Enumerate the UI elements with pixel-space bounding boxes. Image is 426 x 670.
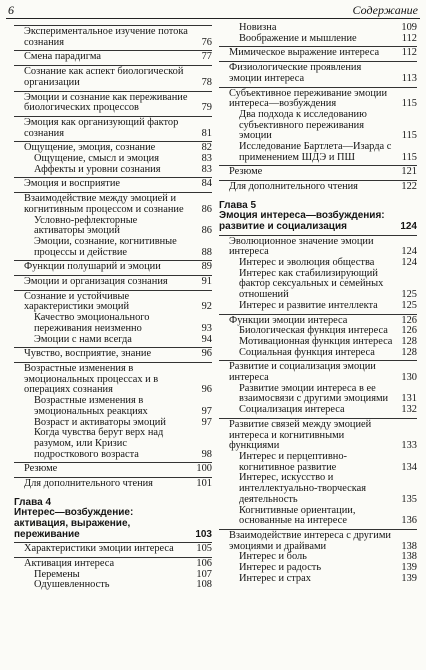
- toc-entry: [14, 557, 212, 570]
- toc-entry-title: Развитие эмоции интереса в ее взаимосвязи с другими эмоциями: [239, 382, 389, 405]
- toc-entry-title: Исследование Бартлета—Изарда с применением ШДЭ и ПШ: [239, 141, 392, 163]
- toc-page-number: 115: [401, 98, 417, 110]
- toc-page-number: 108: [196, 579, 212, 591]
- toc-entry: [219, 574, 417, 585]
- toc-entry-title: Для дополнительного чтения: [24, 478, 153, 490]
- toc-entry-title: Условно-рефлекторные активаторы эмоций: [34, 214, 138, 237]
- toc-page-number: 83: [201, 163, 212, 175]
- toc-page-number: 76: [201, 36, 212, 48]
- toc-page-number: 112: [401, 47, 417, 59]
- toc-page-number: 105: [196, 543, 212, 555]
- toc-page-number: 100: [196, 463, 212, 475]
- toc-entry: [14, 192, 212, 215]
- toc-column-left: [14, 23, 212, 591]
- toc-entry-title: Интерес и эволюция общества: [239, 257, 375, 269]
- toc-page-number: 121: [401, 166, 417, 178]
- toc-entry-title: Эмоция и восприятие: [24, 178, 120, 190]
- toc-entry-title: Интерес, искусство и интеллектуально-творческая деятельность: [239, 472, 366, 505]
- toc-entry: [14, 260, 212, 273]
- toc-page-number: 124: [401, 246, 417, 258]
- toc-entry-title: Возраст и активаторы эмоций: [34, 416, 166, 428]
- toc-entry: [14, 313, 212, 334]
- toc-entry-title: Интерес—возбуждение: активация, выражение, переживание: [14, 507, 134, 540]
- toc-entry-title: Субъективное переживание эмоции интереса—возбуждения: [229, 87, 388, 110]
- toc-entry-title: Интерес и перцептивно-когнитивное развитие: [239, 450, 347, 473]
- toc-entry: [14, 580, 212, 591]
- toc-page-number: 79: [201, 102, 212, 114]
- toc-page-number: 125: [401, 299, 417, 311]
- toc-entry-title: Интерес как стабилизирующий фактор сексуальных и семейных отношений: [239, 267, 384, 301]
- toc-entry-title: Развитие и социализация эмоции интереса: [229, 361, 376, 384]
- toc-entry-title: Качество эмоционального переживания неизменно: [34, 312, 150, 334]
- toc-page-number: 135: [401, 493, 417, 505]
- toc-page-number: 134: [401, 461, 417, 473]
- toc-entry: [219, 180, 417, 193]
- toc-page-number: 97: [201, 416, 212, 428]
- toc-page-number: 113: [401, 72, 417, 84]
- toc-entry-title: Когда чувства берут верх над разумом, или Кризис подросткового возраста: [34, 427, 164, 460]
- toc-entry: [219, 384, 417, 405]
- chapter-heading: [219, 211, 417, 232]
- toc-page-number: 83: [201, 153, 212, 165]
- toc-entry-title: Резюме: [24, 463, 58, 475]
- toc-entry: [14, 165, 212, 176]
- toc-page-number: 112: [401, 32, 417, 44]
- toc-entry-title: Чувство, восприятие, знание: [24, 348, 152, 360]
- toc-page-number: 133: [401, 440, 417, 452]
- toc-entry-title: Ощущение, смысл и эмоция: [34, 153, 160, 165]
- toc-page-number: 107: [196, 568, 212, 580]
- toc-entry: [14, 347, 212, 360]
- toc-entry-title: Мимическое выражение интереса: [229, 47, 380, 59]
- toc-page-number: 124: [400, 221, 417, 233]
- toc-page-number: 124: [401, 257, 417, 269]
- toc-entry: [14, 362, 212, 396]
- toc-page-number: 139: [401, 572, 417, 584]
- toc-entry-title: Биологическая функция интереса: [239, 325, 388, 337]
- toc-page-number: 128: [401, 335, 417, 347]
- toc-entry: [14, 177, 212, 190]
- toc-entry-title: Новизна: [239, 22, 277, 33]
- toc-entry-title: Эмоции и сознание как переживание биологических процессов: [24, 91, 188, 114]
- toc-page-number: 109: [401, 22, 417, 33]
- toc-page-number: 86: [201, 203, 212, 215]
- toc-page-number: 138: [401, 540, 417, 552]
- toc-entry: [14, 335, 212, 346]
- toc-entry-title: Возрастные изменения в эмоциональных процессах и в операциях сознания: [24, 362, 159, 396]
- toc-entry-title: Функции эмоции интереса: [229, 314, 348, 326]
- toc-page-number: 106: [196, 557, 212, 569]
- toc-entry-title: Аффекты и уровни сознания: [34, 163, 161, 175]
- toc-page-number: 138: [401, 551, 417, 563]
- toc-entry-title: Резюме: [229, 166, 263, 178]
- running-title: Содержание: [352, 3, 418, 17]
- toc-page-number: 78: [201, 76, 212, 88]
- toc-entry-title: Ощущение, эмоция, сознание: [24, 142, 156, 154]
- toc-page-number: 125: [401, 289, 417, 301]
- toc-page-number: 126: [401, 314, 417, 326]
- toc-entry-title: Сознание как аспект биологической организации: [24, 66, 184, 88]
- toc-page-number: 81: [201, 127, 212, 139]
- toc-entry: [14, 275, 212, 288]
- toc-page-number: 77: [201, 51, 212, 63]
- toc-entry-title: Физиологические проявления эмоции интереса: [229, 62, 362, 84]
- toc-page-number: 139: [401, 562, 417, 574]
- toc-entry: [219, 87, 417, 110]
- toc-page-number: 93: [201, 322, 212, 334]
- toc-page-number: 86: [201, 225, 212, 237]
- toc-page-number: 131: [401, 393, 417, 405]
- toc-entry-title: Развитие связей между эмоцией интереса и когнитивными функциями: [229, 418, 372, 452]
- toc-page-number: 92: [201, 301, 212, 313]
- toc-page-number: 88: [201, 246, 212, 258]
- toc-entry: [14, 396, 212, 417]
- toc-page-number: 91: [201, 276, 212, 288]
- toc-entry-title: Смена парадигма: [24, 51, 101, 63]
- toc-entry: [14, 50, 212, 63]
- toc-entry: [14, 290, 212, 313]
- toc-page-number: 136: [401, 515, 417, 527]
- toc-page-number: 101: [196, 478, 212, 490]
- toc-page-number: 98: [201, 448, 212, 460]
- toc-entry-title: Когнитивные ориентации, основанные на интересе: [239, 504, 356, 527]
- toc-entry-title: Эмоция как организующий фактор сознания: [24, 116, 179, 139]
- toc-entry-title: Два подхода к исследованию субъективного переживания эмоции: [239, 108, 367, 142]
- toc-entry: [14, 542, 212, 555]
- toc-entry: [219, 360, 417, 383]
- toc-entry: [219, 142, 417, 163]
- toc-entry-title: Функции полушарий и эмоции: [24, 261, 161, 273]
- toc-page-number: 96: [201, 384, 212, 396]
- toc-entry: [219, 473, 417, 505]
- toc-entry-title: Мотивационная функция интереса: [239, 335, 393, 347]
- toc-entry: [219, 235, 417, 258]
- toc-entry: [219, 269, 417, 301]
- toc-page-number: 126: [401, 325, 417, 337]
- toc-entry-title: Эмоции и организация сознания: [24, 276, 168, 288]
- toc-entry: [219, 529, 417, 552]
- toc-entry-title: Эмоции, сознание, когнитивные процессы и действие: [34, 235, 177, 258]
- toc-entry-title: Взаимодействие интереса с другими эмоциями и драйвами: [229, 529, 391, 552]
- toc-entry: [14, 65, 212, 88]
- toc-entry-title: Интерес и страх: [239, 572, 311, 584]
- toc-entry: [14, 462, 212, 475]
- toc-page-number: 84: [201, 178, 212, 190]
- toc-entry-title: Эмоция интереса—возбуждения: развитие и социализация: [219, 210, 385, 233]
- toc-entry: [219, 301, 417, 312]
- toc-entry: [14, 116, 212, 139]
- toc-entry-title: Для дополнительного чтения: [229, 181, 358, 193]
- toc-entry: [219, 61, 417, 84]
- page-number: 6: [8, 3, 14, 17]
- toc-entry-title: Глава 4: [14, 496, 52, 508]
- toc-entry: [14, 216, 212, 237]
- toc-entry-title: Интерес и боль: [239, 551, 307, 563]
- toc-entry: [219, 348, 417, 359]
- toc-entry: [14, 428, 212, 460]
- toc-entry: [219, 506, 417, 527]
- toc-entry-title: Экспериментальное изучение потока сознания: [24, 26, 188, 48]
- toc-page-number: 94: [201, 333, 212, 345]
- toc-entry-title: Интерес и развитие интеллекта: [239, 299, 378, 311]
- toc-page-number: 103: [195, 528, 212, 540]
- toc-page-number: 82: [201, 142, 212, 154]
- toc-page-number: 115: [401, 130, 417, 142]
- toc-page-number: 122: [401, 181, 417, 193]
- toc-entry: [219, 405, 417, 416]
- toc-entry-title: Социализация интереса: [239, 404, 345, 416]
- toc-entry: [219, 110, 417, 142]
- toc-entry-title: Возрастные изменения в эмоциональных реакциях: [34, 395, 148, 417]
- toc-page-number: 130: [401, 372, 417, 384]
- chapter-heading: [14, 508, 212, 540]
- page-header: [0, 0, 426, 20]
- toc-entry-title: Взаимодействие между эмоцией и когнитивным процессом и сознание: [24, 193, 184, 215]
- toc-page-number: 115: [401, 151, 417, 163]
- toc-entry: [219, 165, 417, 178]
- toc-entry-title: Сознание и устойчивые характеристики эмоций: [24, 290, 130, 313]
- toc-entry-title: Социальная функция интереса: [239, 346, 375, 358]
- toc-entry-title: Воображение и мышление: [239, 32, 357, 44]
- toc-entry-title: Одушевленность: [34, 579, 110, 591]
- toc-entry: [219, 46, 417, 59]
- toc-page-number: 128: [401, 346, 417, 358]
- toc-entry-title: Эмоции с нами всегда: [34, 333, 132, 345]
- toc-page-number: 97: [201, 405, 212, 417]
- toc-entry-title: Характеристики эмоции интереса: [24, 543, 174, 555]
- toc-entry: [14, 237, 212, 258]
- toc-entry: [219, 452, 417, 473]
- toc-entry: [14, 25, 212, 48]
- toc-entry: [219, 34, 417, 45]
- toc-entry-title: Глава 5: [219, 199, 257, 211]
- header-rule: [6, 18, 420, 19]
- toc-entry: [14, 91, 212, 114]
- toc-entry-title: Перемены: [34, 568, 80, 580]
- toc-page-number: 132: [401, 404, 417, 416]
- toc-entry: [219, 418, 417, 452]
- toc-column-right: [219, 23, 417, 584]
- toc-entry: [14, 477, 212, 490]
- toc-entry-title: Интерес и радость: [239, 562, 322, 574]
- toc-page-number: 96: [201, 348, 212, 360]
- toc-page-number: 89: [201, 261, 212, 273]
- toc-entry-title: Эволюционное значение эмоции интереса: [229, 235, 374, 258]
- toc-entry-title: Активация интереса: [24, 557, 115, 569]
